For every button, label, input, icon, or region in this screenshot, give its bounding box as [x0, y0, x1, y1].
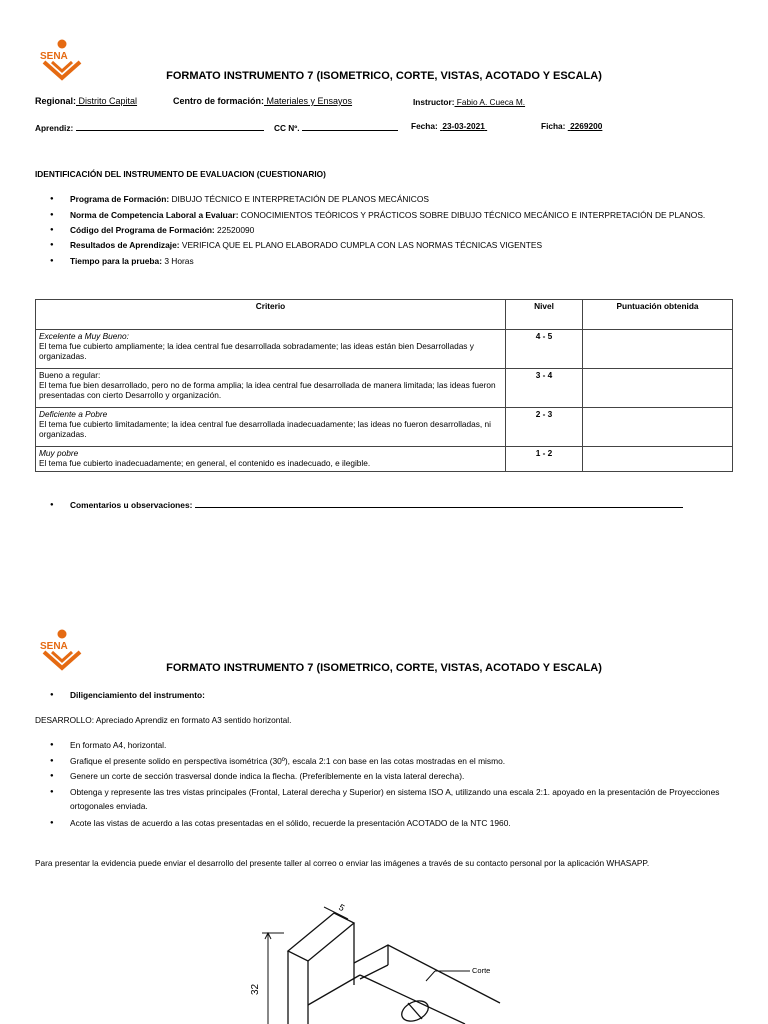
- dim-32-label: 32: [250, 983, 261, 995]
- score-cell[interactable]: [583, 369, 733, 408]
- diligenciamiento-list: [35, 688, 735, 704]
- isometric-drawing: [250, 895, 530, 1024]
- page-title-2: FORMATO INSTRUMENTO 7 (ISOMETRICO, CORTE, VISTAS, ACOTADO Y ESCALA): [166, 662, 602, 674]
- ficha-row: Ficha: 2269200: [541, 121, 603, 131]
- cc-row: CC Nº.: [274, 121, 398, 133]
- page-title: FORMATO INSTRUMENTO 7 (ISOMETRICO, CORTE, VISTAS, ACOTADO Y ESCALA): [166, 70, 602, 82]
- header-criterio: Criterio: [36, 300, 506, 330]
- score-cell[interactable]: [583, 330, 733, 369]
- list-item: ● Acote las vistas de acuerdo a las cotas presentadas en el sólido, recuerde la presentación ACOTADO de la NTC 1960.: [35, 816, 735, 832]
- criteria-table: [35, 299, 733, 472]
- score-cell[interactable]: [583, 447, 733, 472]
- dim-5-label: 5: [337, 902, 347, 914]
- evidencia-text: Para presentar la evidencia puede enviar el desarrollo del presente taller al correo o enviar las imágenes a través de su contacto personal por la aplicación WHASAPP.: [35, 858, 650, 868]
- list-item: ● Grafique el presente solido en perspectiva isométrica (30º), escala 2:1 con base en las cotas mostradas en el mismo.: [35, 754, 735, 770]
- identificacion-heading: IDENTIFICACIÓN DEL INSTRUMENTO DE EVALUACION (CUESTIONARIO): [35, 169, 326, 179]
- list-item: ● Programa de Formación: DIBUJO TÉCNICO E INTERPRETACIÓN DE PLANOS MECÁNICOS: [35, 192, 735, 208]
- svg-text:SENA: SENA: [40, 641, 68, 652]
- list-item: ● Norma de Competencia Laboral a Evaluar: CONOCIMIENTOS TEÓRICOS Y PRÁCTICOS SOBRE DIBUJO TÉCNICO MECÁNICO E INTERPRETACIÓN DE PLANOS.: [35, 208, 735, 223]
- centro-row: Centro de formación: Materiales y Ensayos: [173, 96, 353, 106]
- identificacion-list: [35, 192, 735, 269]
- fecha-row: Fecha: 23-03-2021: [411, 121, 485, 131]
- comentarios-list: [35, 498, 735, 514]
- aprendiz-row: Aprendiz:: [35, 121, 264, 133]
- corte-label: Corte: [472, 966, 491, 975]
- desarrollo-text: DESARROLLO: Apreciado Aprendiz en formato A3 sentido horizontal.: [35, 715, 292, 725]
- svg-text:SENA: SENA: [40, 51, 68, 62]
- table-row: Muy pobre El tema fue cubierto inadecuadamente; en general, el contenido es inadecuado, e ilegible. 1 - 2: [36, 447, 733, 472]
- header-puntuacion: Puntuación obtenida: [583, 300, 733, 330]
- steps-list: [35, 738, 735, 831]
- list-item: ● Tiempo para la prueba: 3 Horas: [35, 254, 735, 270]
- table-row: Excelente a Muy Bueno: El tema fue cubierto ampliamente; la idea central fue desarrollada sobradamente; las ideas están bien Desarrolladas y organizadas. 4 - 5: [36, 330, 733, 369]
- table-row: Deficiente a Pobre El tema fue cubierto limitadamente; la idea central fue desarrollada inadecuadamente; las ideas no fueron desarrolladas, ni organizadas. 2 - 3: [36, 408, 733, 447]
- list-item: ● Genere un corte de sección trasversal donde indica la flecha. (Preferiblemente en la vista lateral derecha).: [35, 769, 735, 785]
- list-item: ● Diligenciamiento del instrumento:: [35, 688, 735, 704]
- list-item: ● En formato A4, horizontal.: [35, 738, 735, 754]
- table-row: Bueno a regular: El tema fue bien desarrollado, pero no de forma amplia; la idea central fue desarrollada de manera limitada; las ideas fueron presentadas con cierto Desarrollo y organización. 3 - 4: [36, 369, 733, 408]
- regional-row: Regional: Distrito Capital: [35, 96, 138, 106]
- comentarios-item: ● Comentarios u observaciones:: [35, 498, 735, 514]
- instructor-row: Instructor: Fabio A. Cueca M.: [413, 97, 526, 107]
- list-item: ● Resultados de Aprendizaje: VERIFICA QUE EL PLANO ELABORADO CUMPLA CON LAS NORMAS TÉCNICAS VIGENTES: [35, 238, 735, 254]
- score-cell[interactable]: [583, 408, 733, 447]
- list-item: ● Obtenga y represente las tres vistas principales (Frontal, Lateral derecha y Superior) en sistema ISO A, utilizando una escala 2:1. apoyado en la presentación de Proyecciones ortogonales enviada.: [35, 785, 735, 816]
- table-header-row: [36, 300, 733, 330]
- list-item: ● Código del Programa de Formación: 22520090: [35, 223, 735, 239]
- header-nivel: Nivel: [506, 300, 583, 330]
